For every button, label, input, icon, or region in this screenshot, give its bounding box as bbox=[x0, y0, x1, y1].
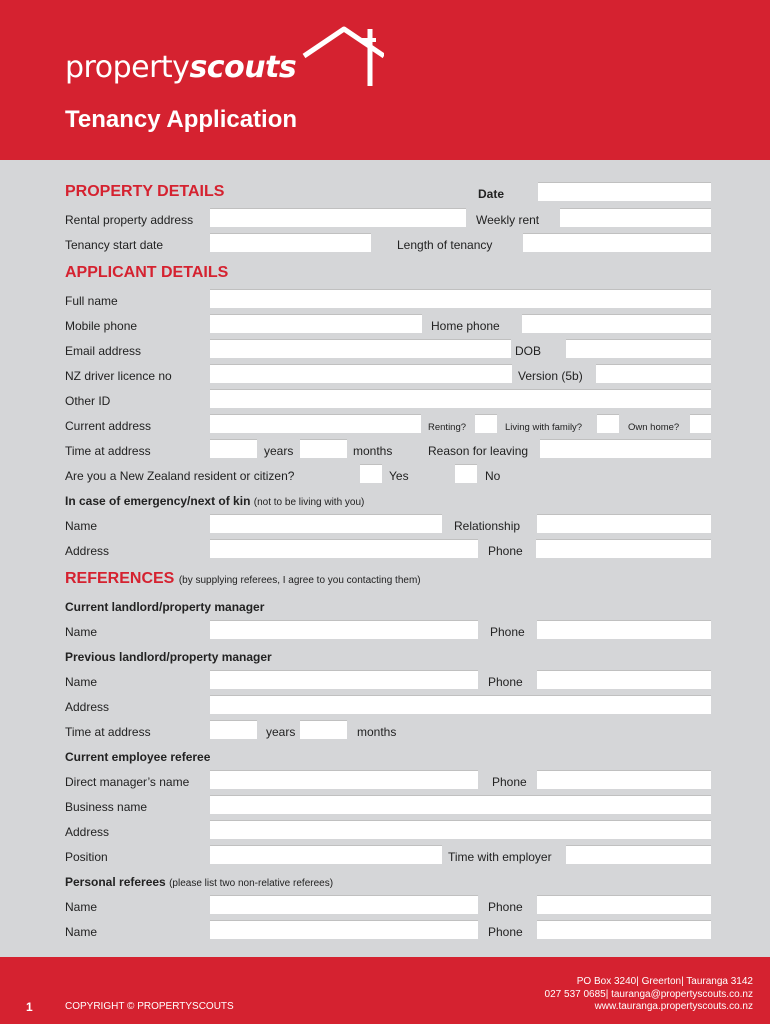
personal-2-name-label: Name bbox=[65, 925, 98, 939]
mobile-label: Mobile phone bbox=[65, 319, 138, 333]
previous-months-label: months bbox=[357, 725, 397, 739]
own-home-label: Own home? bbox=[628, 422, 680, 433]
manager-phone-label: Phone bbox=[492, 775, 527, 789]
business-address-field[interactable] bbox=[210, 820, 711, 839]
resident-question: Are you a New Zealand resident or citizen? bbox=[65, 469, 295, 483]
reason-leaving-label: Reason for leaving bbox=[428, 444, 529, 458]
licence-field[interactable] bbox=[210, 364, 512, 383]
business-name-field[interactable] bbox=[210, 795, 711, 814]
own-home-checkbox[interactable] bbox=[690, 414, 711, 433]
brand-logo bbox=[65, 48, 296, 88]
emergency-heading-text: In case of emergency/next of kin bbox=[65, 494, 251, 508]
personal-note: (please list two non-relative referees) bbox=[169, 878, 334, 889]
personal-heading-text: Personal referees bbox=[65, 875, 166, 889]
mobile-field[interactable] bbox=[210, 314, 422, 333]
previous-landlord-phone-label: Phone bbox=[488, 675, 523, 689]
current-landlord-heading: Current landlord/property manager bbox=[65, 600, 265, 614]
time-employer-label: Time with employer bbox=[448, 850, 552, 864]
footer bbox=[0, 957, 770, 1024]
previous-years-field[interactable] bbox=[210, 720, 257, 739]
current-landlord-phone-label: Phone bbox=[490, 625, 525, 639]
email-field[interactable] bbox=[210, 339, 511, 358]
emergency-heading bbox=[65, 494, 364, 510]
other-id-label: Other ID bbox=[65, 394, 111, 408]
current-landlord-name-field[interactable] bbox=[210, 620, 478, 639]
previous-time-label: Time at address bbox=[65, 725, 151, 739]
dob-label: DOB bbox=[515, 344, 542, 358]
time-employer-field[interactable] bbox=[566, 845, 711, 864]
references-note: (by supplying referees, I agree to you contacting them) bbox=[178, 575, 421, 586]
home-phone-label: Home phone bbox=[431, 319, 500, 333]
current-landlord-name-label: Name bbox=[65, 625, 98, 639]
personal-2-phone-field[interactable] bbox=[537, 920, 711, 939]
version-field[interactable] bbox=[596, 364, 711, 383]
address-line-1: PO Box 3240| Greerton| Tauranga 3142 bbox=[576, 976, 753, 987]
property-details-heading: PROPERTY DETAILS bbox=[65, 183, 225, 200]
references-heading bbox=[65, 570, 421, 588]
personal-1-phone-label: Phone bbox=[488, 900, 523, 914]
address-line-2: 027 537 0685| tauranga@propertyscouts.co.nz bbox=[544, 988, 753, 1000]
time-at-address-label: Time at address bbox=[65, 444, 151, 458]
personal-1-name-label: Name bbox=[65, 900, 98, 914]
manager-name-label: Direct manager’s name bbox=[65, 775, 190, 789]
previous-landlord-name-field[interactable] bbox=[210, 670, 478, 689]
dob-field[interactable] bbox=[566, 339, 711, 358]
full-name-field[interactable] bbox=[210, 289, 711, 308]
resident-yes-checkbox[interactable] bbox=[360, 464, 382, 483]
weekly-rent-field[interactable] bbox=[560, 208, 711, 227]
current-address-field[interactable] bbox=[210, 414, 421, 433]
page-number: 1 bbox=[26, 1000, 33, 1014]
start-date-label: Tenancy start date bbox=[65, 238, 164, 252]
previous-landlord-address-field[interactable] bbox=[210, 695, 711, 714]
current-address-label: Current address bbox=[65, 419, 152, 433]
renting-label: Renting? bbox=[428, 422, 467, 433]
employee-heading: Current employee referee bbox=[65, 750, 211, 764]
resident-no-checkbox[interactable] bbox=[455, 464, 477, 483]
application-form bbox=[0, 160, 770, 957]
other-id-field[interactable] bbox=[210, 389, 711, 408]
relationship-label: Relationship bbox=[454, 519, 521, 533]
previous-landlord-address-label: Address bbox=[65, 700, 110, 714]
brand-name-light: property bbox=[65, 50, 190, 85]
personal-referees-heading bbox=[65, 875, 333, 891]
emergency-name-field[interactable] bbox=[210, 514, 442, 533]
previous-landlord-heading: Previous landlord/property manager bbox=[65, 650, 272, 664]
emergency-address-label: Address bbox=[65, 544, 110, 558]
relationship-field[interactable] bbox=[537, 514, 711, 533]
manager-name-field[interactable] bbox=[210, 770, 478, 789]
renting-checkbox[interactable] bbox=[475, 414, 497, 433]
start-date-field[interactable] bbox=[210, 233, 371, 252]
header-banner bbox=[0, 0, 770, 160]
date-field[interactable] bbox=[538, 182, 711, 201]
date-label: Date bbox=[478, 187, 505, 201]
address-line-3: www.tauranga.propertyscouts.co.nz bbox=[594, 1001, 753, 1012]
brand-name-bold: scouts bbox=[189, 50, 297, 85]
emergency-name-label: Name bbox=[65, 519, 98, 533]
previous-years-label: years bbox=[266, 725, 296, 739]
weekly-rent-label: Weekly rent bbox=[476, 213, 540, 227]
references-heading-text: REFERENCES bbox=[65, 570, 175, 587]
copyright: COPYRIGHT © PROPERTYSCOUTS bbox=[65, 1001, 234, 1012]
months-label: months bbox=[353, 444, 393, 458]
position-label: Position bbox=[65, 850, 108, 864]
emergency-phone-field[interactable] bbox=[536, 539, 711, 558]
full-name-label: Full name bbox=[65, 294, 118, 308]
applicant-details-heading: APPLICANT DETAILS bbox=[65, 264, 229, 281]
licence-label: NZ driver licence no bbox=[65, 369, 172, 383]
years-field[interactable] bbox=[210, 439, 257, 458]
business-name-label: Business name bbox=[65, 800, 148, 814]
business-address-label: Address bbox=[65, 825, 110, 839]
no-label: No bbox=[485, 469, 501, 483]
position-field[interactable] bbox=[210, 845, 442, 864]
rental-address-label: Rental property address bbox=[65, 213, 194, 227]
emergency-phone-label: Phone bbox=[488, 544, 523, 558]
version-label: Version (5b) bbox=[518, 369, 583, 383]
previous-landlord-name-label: Name bbox=[65, 675, 98, 689]
email-label: Email address bbox=[65, 344, 142, 358]
rental-address-field[interactable] bbox=[210, 208, 466, 227]
personal-2-name-field[interactable] bbox=[210, 920, 478, 939]
personal-1-phone-field[interactable] bbox=[537, 895, 711, 914]
years-label: years bbox=[264, 444, 294, 458]
previous-landlord-phone-field[interactable] bbox=[537, 670, 711, 689]
personal-1-name-field[interactable] bbox=[210, 895, 478, 914]
emergency-address-field[interactable] bbox=[210, 539, 478, 558]
previous-months-field[interactable] bbox=[300, 720, 347, 739]
contact-info bbox=[545, 976, 753, 1014]
emergency-note: (not to be living with you) bbox=[253, 497, 365, 508]
living-family-label: Living with family? bbox=[505, 422, 583, 433]
manager-phone-field[interactable] bbox=[537, 770, 711, 789]
living-family-checkbox[interactable] bbox=[597, 414, 619, 433]
length-field[interactable] bbox=[523, 233, 711, 252]
reason-leaving-field[interactable] bbox=[540, 439, 711, 458]
home-phone-field[interactable] bbox=[522, 314, 711, 333]
months-field[interactable] bbox=[300, 439, 347, 458]
personal-2-phone-label: Phone bbox=[488, 925, 523, 939]
page-title: Tenancy Application bbox=[65, 106, 298, 133]
length-label: Length of tenancy bbox=[397, 238, 493, 252]
current-landlord-phone-field[interactable] bbox=[537, 620, 711, 639]
yes-label: Yes bbox=[389, 469, 409, 483]
